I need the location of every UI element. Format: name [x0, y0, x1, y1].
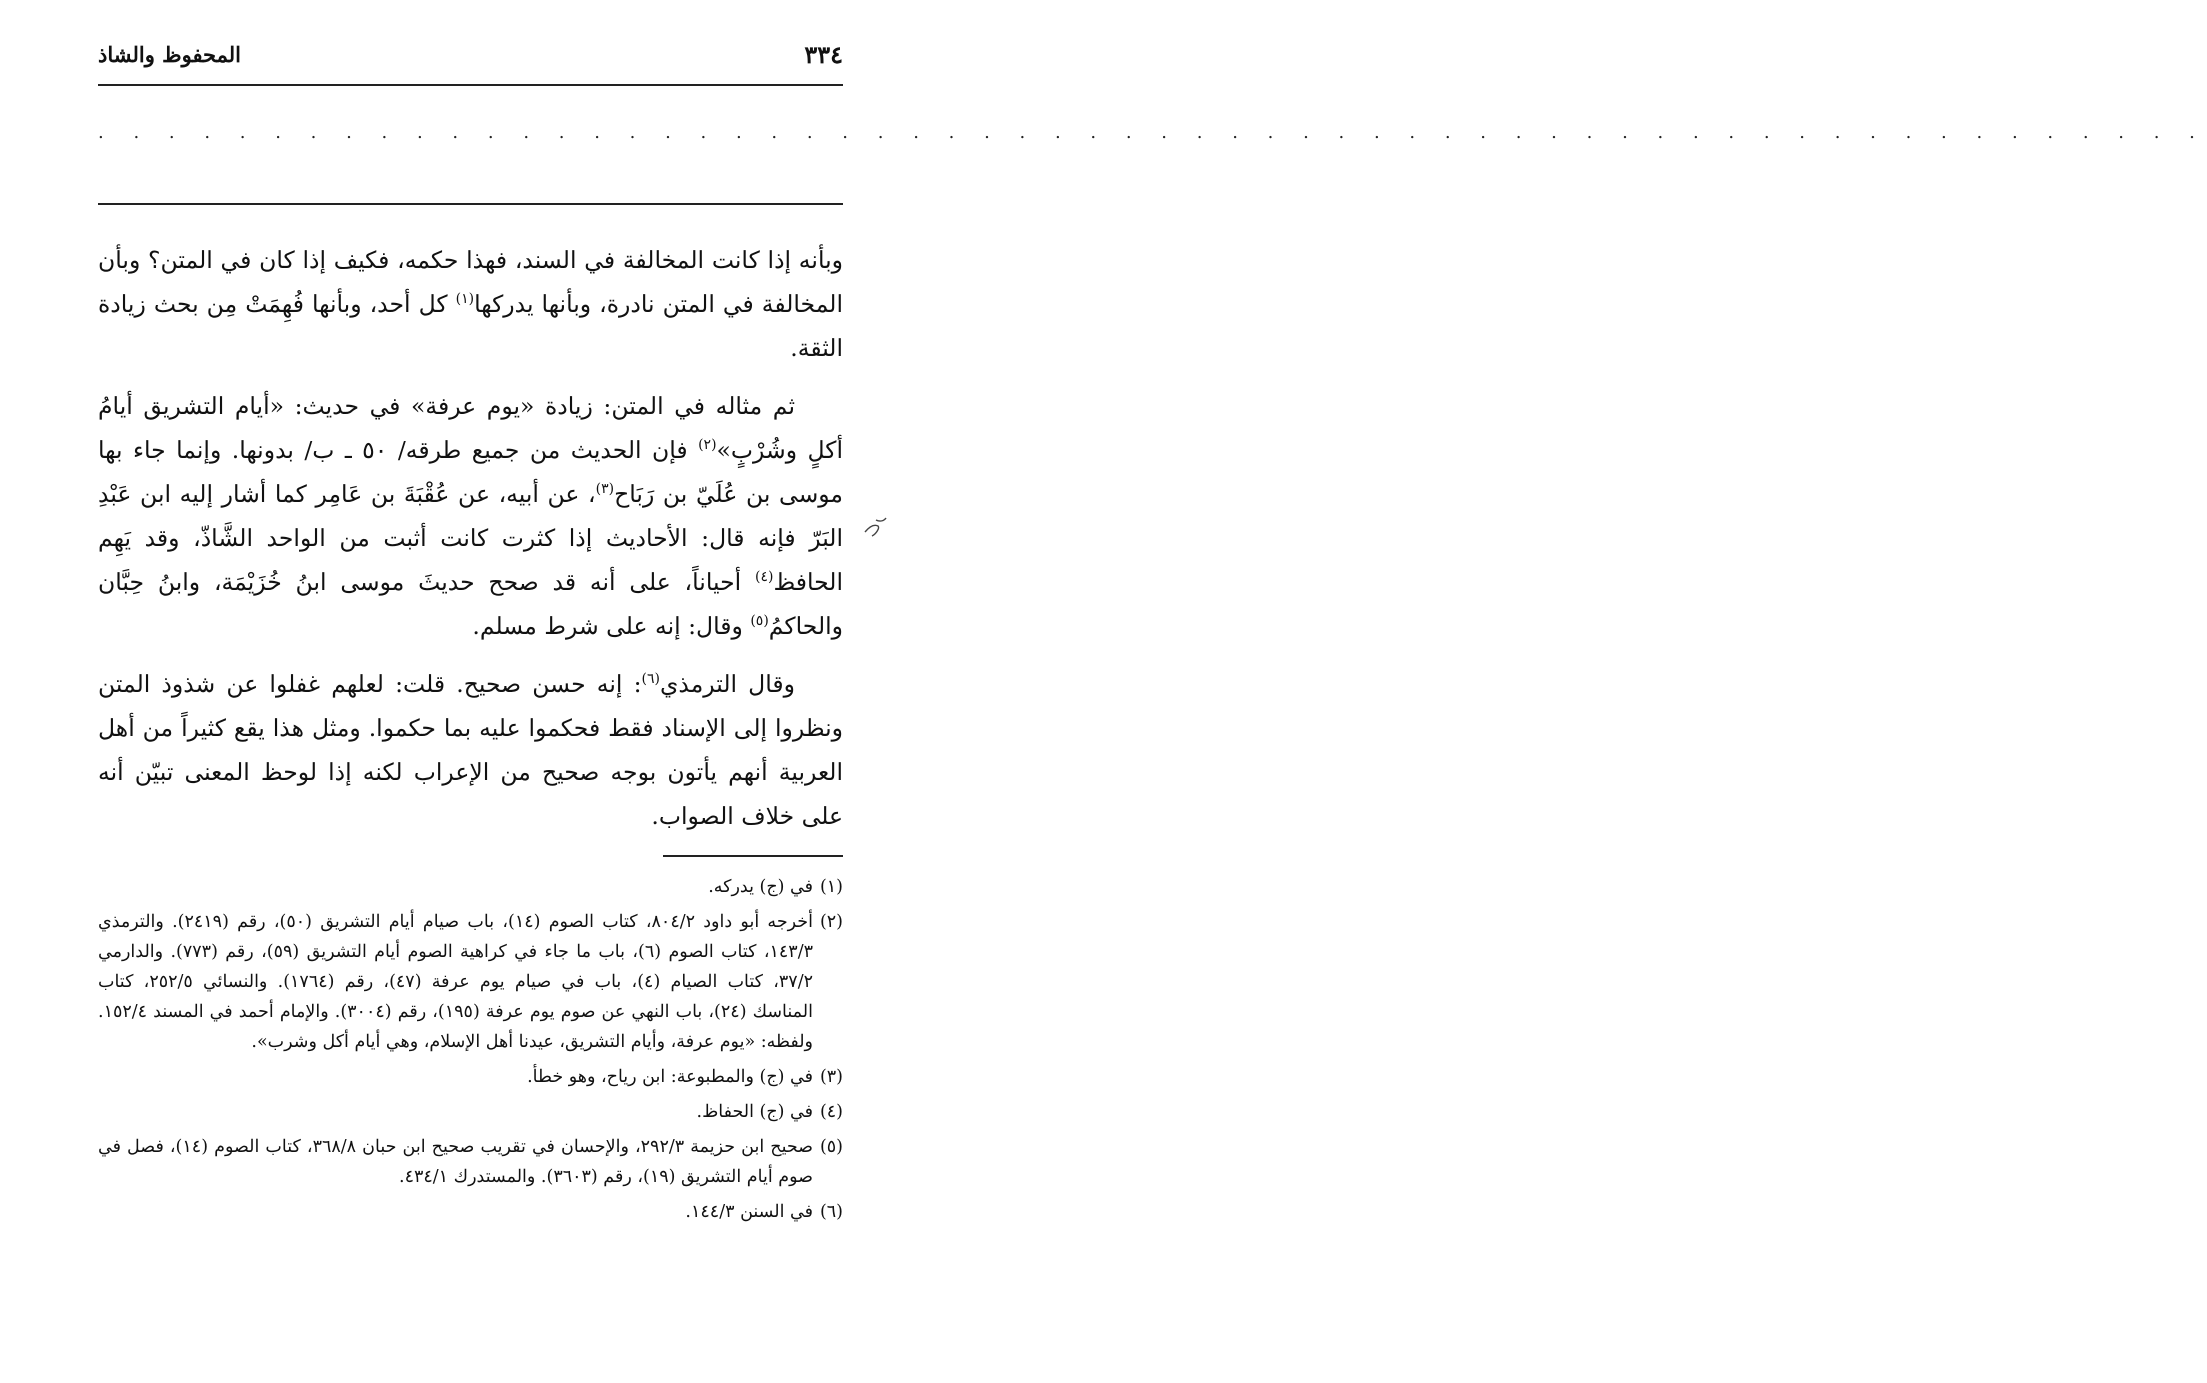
page-header	[98, 36, 843, 76]
paragraph-3: وقال الترمذي$^{(٦)}$: إنه حسن صحيح. قلت: لعلهم غفلوا عن شذوذ المتن ونظروا إلى الإسناد فقط فحكموا عليه بما حكموا. ومثل هذا يقع كثيراً من أهل العربية أنهم يأتون بوجه صحيح من الإعراب لكنه إذا لوحظ المعنى تبيّن أنه على خلاف الصواب.	[98, 670, 843, 830]
footnote-text: في (ج) والمطبوعة: ابن رياح، وهو خطأ.	[527, 1067, 813, 1087]
main-text	[98, 238, 843, 852]
footnote-text: صحيح ابن حزيمة ٢٩٢/٣، والإحسان في تقريب صحيح ابن حبان ٣٦٨/٨، كتاب الصوم (١٤)، فصل في صوم أيام التشريق (١٩)، رقم (٣٦٠٣). والمستدرك ٤٣٤/١.	[98, 1137, 814, 1187]
footnote-number: (١)	[819, 877, 843, 897]
footnote-ref-1: (١)	[455, 291, 475, 307]
footnote-rule	[663, 855, 843, 857]
footnote-ref-5: (٥)	[750, 613, 769, 629]
footnote	[98, 872, 843, 902]
footnote-ref-2: (٢)	[698, 437, 717, 453]
footnote-text: في السنن ١٤٤/٣.	[685, 1202, 813, 1222]
footnote	[98, 1197, 843, 1227]
header-rule	[98, 84, 843, 86]
footnote-ref-3: (٣)	[595, 481, 615, 497]
paragraph-1: وبأنه إذا كانت المخالفة في السند، فهذا حكمه، فكيف إذا كان في المتن؟ وبأن المخالفة في المتن نادرة، وبأنها يدركها$^{(١)}$ كل أحد، وبأنها فُهِمَتْ مِن بحث زيادة الثقة.	[98, 246, 844, 362]
footnote-number: (٥)	[819, 1137, 843, 1157]
section-separator	[98, 203, 843, 205]
footnote-number: (٢)	[819, 912, 843, 932]
footnote-ref-4: (٤)	[754, 569, 774, 585]
footnotes	[98, 872, 843, 1232]
footnote-ref-6: (٦)	[641, 671, 660, 687]
footnote	[98, 1132, 843, 1192]
footnote-text: أخرجه أبو داود ٨٠٤/٢، كتاب الصوم (١٤)، باب صيام أيام التشريق (٥٠)، رقم (٢٤١٩). والترمذي ١٤٣/٣، كتاب الصوم (٦)، باب ما جاء في كراهية الصوم أيام التشريق (٥٩)، رقم (٧٧٣). والدارمي ٣٧/٢، كتاب الصيام (٤)، باب في صيام يوم عرفة (٤٧)، رقم (١٧٦٤). والنسائي ٢٥٢/٥، كتاب المناسك (٢٤)، باب النهي عن صوم يوم عرفة (١٩٥)، رقم (٣٠٠٤). والإمام أحمد في المسند ١٥٢/٤. ولفظه: «يوم عرفة، وأيام التشريق، عيدنا أهل الإسلام، وهي أيام أكل وشرب».	[98, 912, 813, 1052]
omission-dots: . . . . . . . . . . . . . . . . . . . . . . . . . . . . . . . . . . . . . . . . . . . . . . . . . . . . . . . . . . . .	[98, 122, 2207, 143]
paragraph-2: ثم مثاله في المتن: زيادة «يوم عرفة» في حديث: «أيام التشريق أيامُ أكلٍ وشُرْبٍ»$^{(٢)}$ فإن الحديث من جميع طرقه/ ٥٠ ـ ب/ بدونها. وإنما جاء بها موسى بن عُلَيّ بن رَبَاح$^{(٣)}$، عن أبيه، عن عُقْبَةَ بن عَامِر كما أشار إليه ابن عَبْدِ البَرّ فإنه قال: الأحاديث إذا كثرت كانت أثبت من الواحد الشَّاذّ، وقد يَهِم الحافظ$^{(٤)}$ أحياناً، على أنه قد صحح حديثَ موسى ابنُ خُزَيْمَة، وابنُ حِبَّان والحاكمُ$^{(٥)}$ وقال: إنه على شرط مسلم.	[98, 392, 843, 640]
page-number: ٣٣٤	[804, 40, 843, 69]
handwritten-margin-mark	[862, 512, 888, 542]
footnote-text: في (ج) الحفاظ.	[696, 1102, 813, 1122]
footnote-text: في (ج) يدركه.	[708, 877, 813, 897]
footnote-number: (٤)	[819, 1102, 843, 1122]
footnote	[98, 907, 843, 1057]
footnote	[98, 1097, 843, 1127]
footnote-number: (٦)	[819, 1202, 843, 1222]
footnote-number: (٣)	[819, 1067, 843, 1087]
footnote	[98, 1062, 843, 1092]
running-title: المحفوظ والشاذ	[98, 42, 241, 67]
